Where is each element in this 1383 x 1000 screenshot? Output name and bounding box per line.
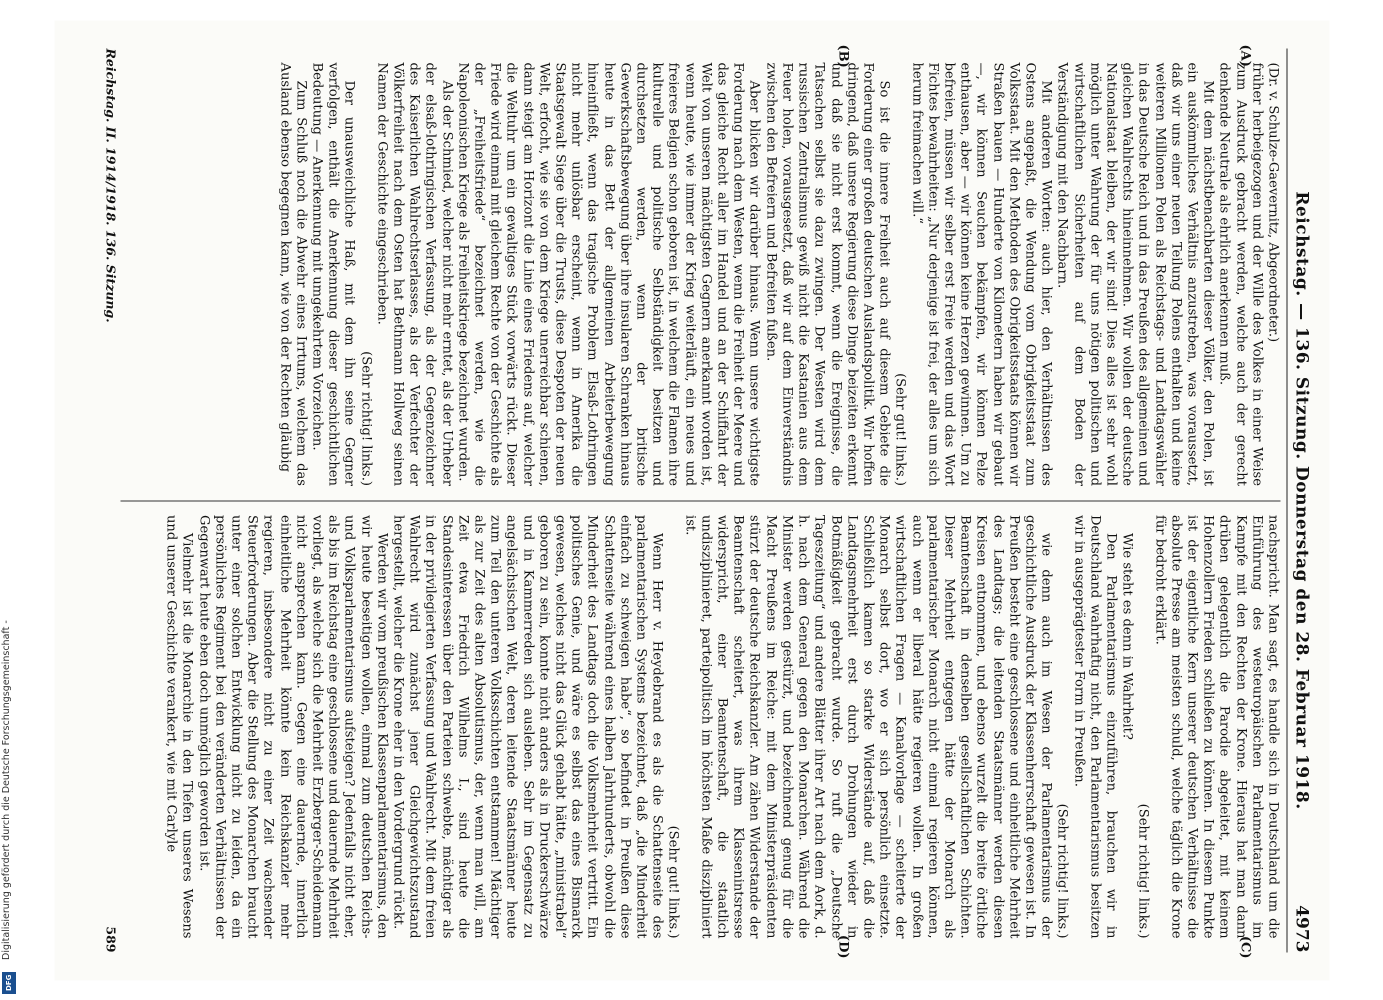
- paragraph: früher herbeigezogen und der Wille des Volkes in einer Weise zum Ausdruck gebracht werden, welche auch der gerecht denkende Neutrale als ehrlich anerkennen muß.: [1216, 62, 1264, 486]
- paragraph: (Sehr richtig! links.): [1135, 803, 1151, 939]
- paragraph: Wenn Herr v. Heydebrand es als die Schattenseite des parlamentarischen Systems bezeichnet, daß „die Minderheit einfach zu schweigen habe“, so befindet in Preußen diese Schattenseite während eines halben Jahrhunderts, obwohl die Minderheit des Landtags doch die Volksmehrheit vertritt. Ein politisches Genie, und wäre es selbst das eines Bismarck gewesen, welches nicht das Glück gehabt hätte, „ministrabel“ geboren zu sein, konnte nicht anders als in Druckerschwärze und in Kammerreden sich ausleben. Sehr im Gegensatz zu angelsächsischen Welt, deren leitende Staatsmänner heute zum Teil den unteren Volksschichten entstammen! Mächtiger als zur Zeit des alten Absolutismus, der, wenn man will, am Zeit etwa Friedrich Wilhelms I., sind heute die Standesinteressen über den Parteien schwebte, mächtiger als in der privilegierten Verfassung und Wahlrecht. Mit dem freien Wahlrecht wird zunächst jener Gleichgewichtszustand hergestellt, welcher die Krone eher in den Vordergrund rückt.: [390, 515, 665, 939]
- header-title: Reichstag. — 136. Sitzung. Donnerstag den 28. Februar 1918.: [1291, 191, 1311, 810]
- paragraph: Werden wir vom preußischen Klassenparlamentarismus, den wir heute beseitigen wollen, einmal zum deutschen Reichs- und Volksparlamentarismus aufsteigen? Jedenfalls nicht eher, als bis im Reichstag eine geschlossene und dauernde Mehrheit vorliegt, als welche sich die Mehrheit Erzberger-Scheidemann nicht ansprechen kann. Gegen eine dauernde, innerlich einheitliche Mehrheit könnte kein Reichskanzler mehr regieren, insbesondere nicht zu einer Zeit wachsender Steuerforderungen. Aber die Stellung des Monarchen braucht unter einer solchen Entwicklung nicht zu leiden, da ein persönliches Regiment bei den veränderten Verhältnissen der Gegenwart heute eben doch unmöglich geworden ist.: [195, 515, 389, 939]
- paragraph: (Sehr richtig! links.): [357, 351, 373, 486]
- paragraph: Aber blicken wir darüber hinaus. Wenn unsere wichtigste Forderung nach dem Westen, wenn die Freiheit der Meere und das gleiche Recht aller im Handel und an der Schiffahrt der Welt von unseren mächtigsten Gegnern anerkannt worden ist, wenn heute, wie immer der Krieg weiterläuft, ein neues und freieres Belgien schon geboren ist, in welchem die Flamen ihre kulturelle und politische Selbständigkeit besitzen und durchsetzen werden, wenn der britische Gewerkschaftsbewegung über ihre insularen Schranken hinaus heute in das Bett der allgemeinen Arbeiterbewegung hineinfließt, wenn das tragische Problem Elsaß-Lothringen nicht mehr unlösbar erscheint, wenn in Amerika die Staatsgewalt Siege über die Trusts, diese Despoten der neuen Welt, erfocht, wie sie von dem Kriege unerreichbar schienen, dann steigt am Horizont die Linie eines Friedens auf, welcher die Weltuhr um ein gewaltiges Stück vorwärts rückt. Dieser Friede wird einmal mit gleichem Rechte von der Geschichte als der „Freiheitsfriede“ bezeichnet werden, wie die Napoleonischen Kriege als Freiheitskriege bezeichnet wurden.: [454, 62, 762, 486]
- document-page: [54, 21, 1329, 981]
- paragraph: (Dr. v. Schulze-Gaevernitz, Abgeordneter.): [1265, 62, 1280, 343]
- paragraph: Der unausweichliche Haß, mit dem ihn seine Gegner verfolgen, enthält die Anerkennung dieser geschichtlichen Bedeutung — Anerkennung mit umgekehrtem Vorzeichen.: [309, 62, 357, 486]
- right-column: [120, 500, 1280, 959]
- footer-session: Reichstag. II. 1914/1918. 136. Sitzung.: [103, 48, 118, 323]
- paragraph: Mit dem nächstbenachbarten dieser Völker, den Polen, ist ein auskömmliches Verhältnis anzustreben, was voraussetzt, daß wir uns einer neuen Teilung Polens enthalten und keine weiteren Millionen Polen als Reichstags- und Landtagswähler in das Deutsche Reich und in das Preußen des allgemeinen und gleichen Wahlrechts hineinnehmen. Wir wollen der deutsche Nationalstaat bleiben, der wir sind! Dies alles ist sehr wohl möglich unter Wahrung der für uns nötigen politischen und wirtschaftlichen Sicherheiten auf dem Boden der Verständigung mit den Nachbarn.: [1054, 62, 1216, 486]
- paragraph: (Sehr richtig! links.): [1054, 803, 1070, 939]
- side-credit: [1, 0, 15, 960]
- margin-marker-c: (C): [1237, 935, 1252, 959]
- margin-marker-b: (B): [835, 44, 850, 68]
- dfg-logo: DFG: [2, 972, 16, 994]
- paragraph: Mit anderen Worten: auch hier, den Verhältnissen des Ostens angepaßt, die Wendung vom Obrigkeitsstaat zum Volksstaat. Mit den Methoden des Obrigkeitsstaats können wir Straßen bauen — Hunderte von Kilometern haben wir gebaut —, wir können Seuchen bekämpfen, wir können Pelze enthausen, aber — wir können keine Herzen gewinnen. Um zu befreien, müssen wir selber erst Freie werden und das Wort Fichtes bewahrheiten: „Nur derjenige ist frei, der alles um sich herum freimachen will.“: [908, 62, 1054, 486]
- paragraph: Zum Schluß noch die Abwehr eines Irrtums, welchem das Ausland ebenso begegnen kann, wie von der Rechten gläubig: [276, 62, 308, 486]
- paragraph: Den Parlamentarismus einzuführen, brauchen wir in Deutschland wahrhaftig nicht, den Parlamentarismus besitzen wir in ausgeprägtester Form in Preußen.: [1070, 515, 1118, 939]
- paragraph: Vielmehr ist die Monarchie in den Tiefen unseres Wesens und unserer Geschichte verankert, wie mit Carlyle: [163, 515, 195, 939]
- margin-marker-d: (D): [835, 934, 850, 959]
- text-columns: [120, 44, 1280, 959]
- paragraph: Wie steht es denn in Wahrheit?: [1119, 533, 1135, 740]
- paragraph: (Sehr gut! links.): [665, 825, 681, 939]
- margin-marker-a: (A): [1237, 44, 1252, 67]
- paragraph: So ist die innere Freiheit auch auf diesem Gebiete die Forderung einer großen deutschen Auslandspolitik. Wir hoffen dringend, daß unsere Regierung diese Dinge beizeiten erkennt und daß sie nicht erst kommt, wenn die Ereignisse, die Tatsachen selbst sie dazu zwingen. Der Westen wird dem russischen Zentralismus gewiß nicht die Kastanien aus dem Feuer holen, vorausgesetzt, daß wir auf dem Einverständnis zwischen den Befreiern und Befreiten fußen.: [762, 62, 892, 486]
- left-column: [120, 44, 1280, 501]
- page-footer: [103, 49, 118, 953]
- footer-sheet-number: 589: [103, 926, 118, 953]
- paragraph: Als der Schmied, welcher nicht mehr erntet, als der Urheber der elsaß-lothringischen Verfassung, als der Gegenzeichner des Kaiserlichen Wahlrechtserlasses, als der Verfechter der Völkerfreiheit nach dem Osten hat Bethmann Hollweg seinen Namen der Geschichte eingeschrieben.: [373, 62, 454, 486]
- page-number: 4973: [1291, 905, 1311, 953]
- paragraph: wie denn auch im Wesen der Parlamentarismus der geschichtliche Ausdruck der Klassenherrschaft gewesen ist. In Preußen besteht eine geschlossene und einheitliche Mehrheit des Landtags; die leitenden Staatsmänner werden diesen Kreisen entnommen, und ebenso wurzelt die breite örtliche Beamtenschaft in denselben gesellschaftlichen Schichten. Dieser Mehrheit entgegen hätte der Monarch als parlamentarischer Monarch nicht einmal regieren können, auch wenn er liberal hätte regieren wollen. In großen wirtschaftlichen Fragen — Kanalvorlage — scheiterte der Monarch selbst dort, wo er sich persönlich einsetzte. Schließlich kamen so starke Widerstände auf, daß die Landtagsmehrheit erst durch Drohungen wieder in Botmäßigkeit gebracht wurde. So ruft die „Deutsche Tageszeitung“ und andere Blätter ihrer Art nach dem Aork, d. h. nach dem General gegen den Monarchen. Während die Minister werden gestürzt, und bezeichnend genug für die Macht Preußens im Reiche: mit dem Ministerpräsidenten stürzt der deutsche Reichskanzler. Am zähen Widerstande der Beamtenschaft scheitert, was ihrem Klassenintsresse widerspricht, einer Beamtenschaft, die staatlich undisziplinieret, parteipolitisch im höchsten Maße diszipliniert ist.: [681, 515, 1054, 939]
- paragraph: nachspricht. Man sagt, es handle sich in Deutschland um die Einführung des westeuropäischen Parlamentarismus im Kampfe mit den Rechten der Krone. Hieraus hat man dann drüben gelegentlich die Parodie abgeleitet, mit keinem Hohenzollern Frieden schließen zu können. In diesem Punkte ist der eigentliche Kern unserer deutschen Verhältnisse die absolute Presse am meisten schuld, welche täglich die Krone für bedroht erklärt.: [1151, 515, 1280, 939]
- page-header: [1286, 49, 1311, 953]
- paragraph: (Sehr gut! links.): [892, 373, 908, 486]
- side-credit-text: Digitalisierung gefördert durch die Deutsche Forschungsgemeinschaft -: [1, 620, 12, 960]
